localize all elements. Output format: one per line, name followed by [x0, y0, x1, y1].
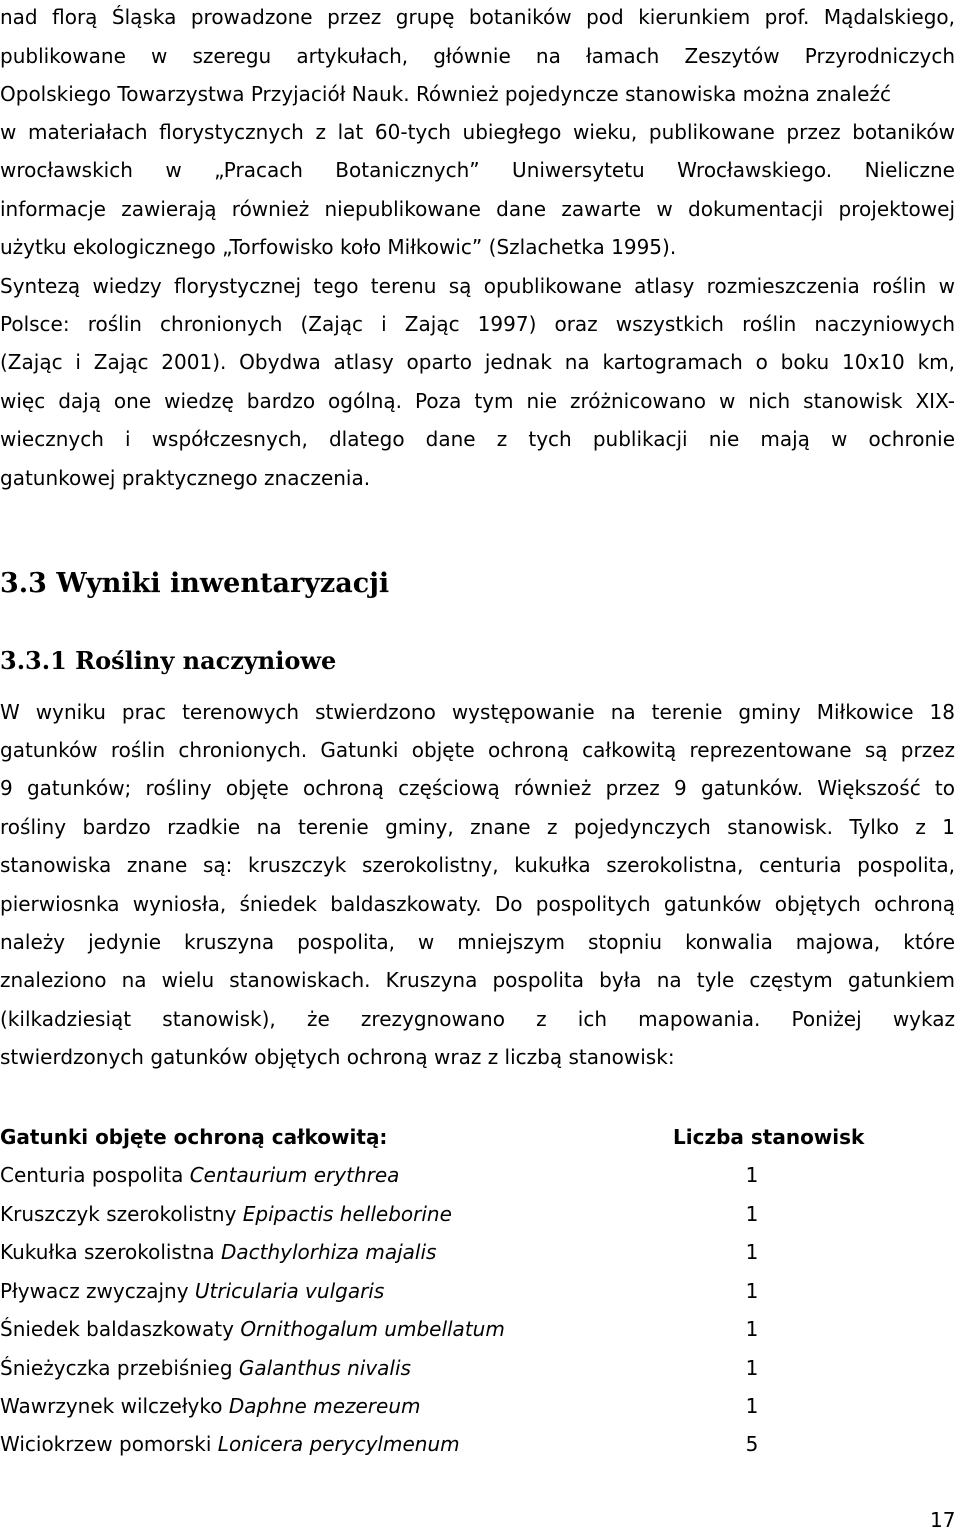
- intro-line: publikowane w szeregu artykułach, głównie na łamach Zeszytów Przyrodniczych: [0, 44, 955, 68]
- site-count: 1: [745, 1394, 759, 1418]
- table-row: [0, 1353, 960, 1383]
- species-name: [0, 1276, 384, 1306]
- site-count: 1: [745, 1356, 759, 1380]
- intro-line: użytku ekologicznego „Torfowisko koło Miłkowic” (Szlachetka 1995).: [0, 235, 677, 259]
- intro-line: w materiałach florystycznych z lat 60-tych ubiegłego wieku, publikowane przez botaników: [0, 120, 955, 144]
- results-line: należy jedynie kruszyna pospolita, w mniejszym stopniu konwalia majowa, które: [0, 930, 955, 954]
- table-row: [0, 1391, 960, 1421]
- intro-line: Polsce: roślin chronionych (Zając i Zając 1997) oraz wszystkich roślin naczyniowych: [0, 312, 955, 336]
- latin-name: Ornithogalum umbellatum: [240, 1317, 505, 1341]
- species-name: [0, 1391, 420, 1421]
- species-name: [0, 1314, 505, 1344]
- common-name: Śnieżyczka przebiśnieg: [0, 1356, 239, 1380]
- site-count: 5: [745, 1432, 759, 1456]
- intro-line: wrocławskich w „Pracach Botanicznych” Uniwersytetu Wrocławskiego. Nieliczne: [0, 158, 955, 182]
- intro-line: wiecznych i współczesnych, dlatego dane z tych publikacji nie mają w ochronie: [0, 427, 955, 451]
- common-name: Kukułka szerokolistna: [0, 1240, 221, 1264]
- latin-name: Dacthylorhiza majalis: [220, 1240, 437, 1264]
- table-row: [0, 1314, 960, 1344]
- species-name: [0, 1429, 460, 1459]
- latin-name: Lonicera perycylmenum: [217, 1432, 460, 1456]
- intro-line: Opolskiego Towarzystwa Przyjaciół Nauk. Również pojedyncze stanowiska można znaleźć: [0, 82, 891, 106]
- species-name: [0, 1199, 452, 1229]
- species-name: [0, 1160, 399, 1190]
- intro-line: Syntezą wiedzy florystycznej tego terenu są opublikowane atlasy rozmieszczenia roślin w: [0, 274, 955, 298]
- table-row: [0, 1429, 960, 1459]
- latin-name: Centaurium erythrea: [189, 1163, 400, 1187]
- site-count: 1: [745, 1240, 759, 1264]
- site-count: 1: [745, 1163, 759, 1187]
- intro-line: nad florą Śląska prowadzone przez grupę botaników pod kierunkiem prof. Mądalskiego,: [0, 5, 955, 29]
- results-line: stwierdzonych gatunków objętych ochroną wraz z liczbą stanowisk:: [0, 1045, 675, 1069]
- common-name: Pływacz zwyczajny: [0, 1279, 195, 1303]
- table-row: [0, 1199, 960, 1229]
- results-line: znaleziono na wielu stanowiskach. Kruszyna pospolita była na tyle częstym gatunkiem: [0, 968, 955, 992]
- results-line: 9 gatunków; rośliny objęte ochroną częściową również przez 9 gatunków. Większość to: [0, 776, 955, 800]
- count-column-header: Liczba stanowisk: [673, 1125, 865, 1149]
- common-name: Centuria pospolita: [0, 1163, 190, 1187]
- species-name: [0, 1353, 411, 1383]
- results-line: pierwiosnka wyniosła, śniedek baldaszkowaty. Do pospolitych gatunków objętych ochroną: [0, 892, 955, 916]
- results-line: rośliny bardzo rzadkie na terenie gminy, znane z pojedynczych stanowisk. Tylko z 1: [0, 815, 955, 839]
- results-line: gatunków roślin chronionych. Gatunki objęte ochroną całkowitą reprezentowane są przez: [0, 738, 955, 762]
- common-name: Wawrzynek wilczełyko: [0, 1394, 229, 1418]
- intro-line: gatunkowej praktycznego znaczenia.: [0, 466, 371, 490]
- table-row: [0, 1160, 960, 1190]
- latin-name: Utricularia vulgaris: [194, 1279, 385, 1303]
- species-name: [0, 1237, 436, 1267]
- common-name: Śniedek baldaszkowaty: [0, 1317, 241, 1341]
- intro-line: więc dają one wiedzę bardzo ogólną. Poza tym nie zróżnicowano w nich stanowisk XIX-: [0, 389, 955, 413]
- page-number: 17: [930, 1508, 956, 1532]
- results-line: stanowiska znane są: kruszczyk szerokolistny, kukułka szerokolistna, centuria pospolita,: [0, 853, 955, 877]
- intro-line: (Zając i Zając 2001). Obydwa atlasy oparto jednak na kartogramach o boku 10x10 km,: [0, 350, 955, 374]
- latin-name: Daphne mezereum: [228, 1394, 421, 1418]
- table-row: [0, 1276, 960, 1306]
- latin-name: Epipactis helleborine: [242, 1202, 452, 1226]
- site-count: 1: [745, 1317, 759, 1341]
- section-heading: 3.3 Wyniki inwentaryzacji: [0, 568, 390, 599]
- intro-line: informacje zawierają również niepublikowane dane zawarte w dokumentacji projektowej: [0, 197, 955, 221]
- subsection-heading: 3.3.1 Rośliny naczyniowe: [0, 646, 337, 675]
- results-line: (kilkadziesiąt stanowisk), że zrezygnowano z ich mapowania. Poniżej wykaz: [0, 1007, 955, 1031]
- table-header: [0, 1122, 960, 1152]
- table-row: [0, 1237, 960, 1267]
- site-count: 1: [745, 1202, 759, 1226]
- species-column-header: Gatunki objęte ochroną całkowitą:: [0, 1125, 388, 1149]
- common-name: Kruszczyk szerokolistny: [0, 1202, 243, 1226]
- latin-name: Galanthus nivalis: [238, 1356, 411, 1380]
- site-count: 1: [745, 1279, 759, 1303]
- common-name: Wiciokrzew pomorski: [0, 1432, 218, 1456]
- results-line: W wyniku prac terenowych stwierdzono występowanie na terenie gminy Miłkowice 18: [0, 700, 955, 724]
